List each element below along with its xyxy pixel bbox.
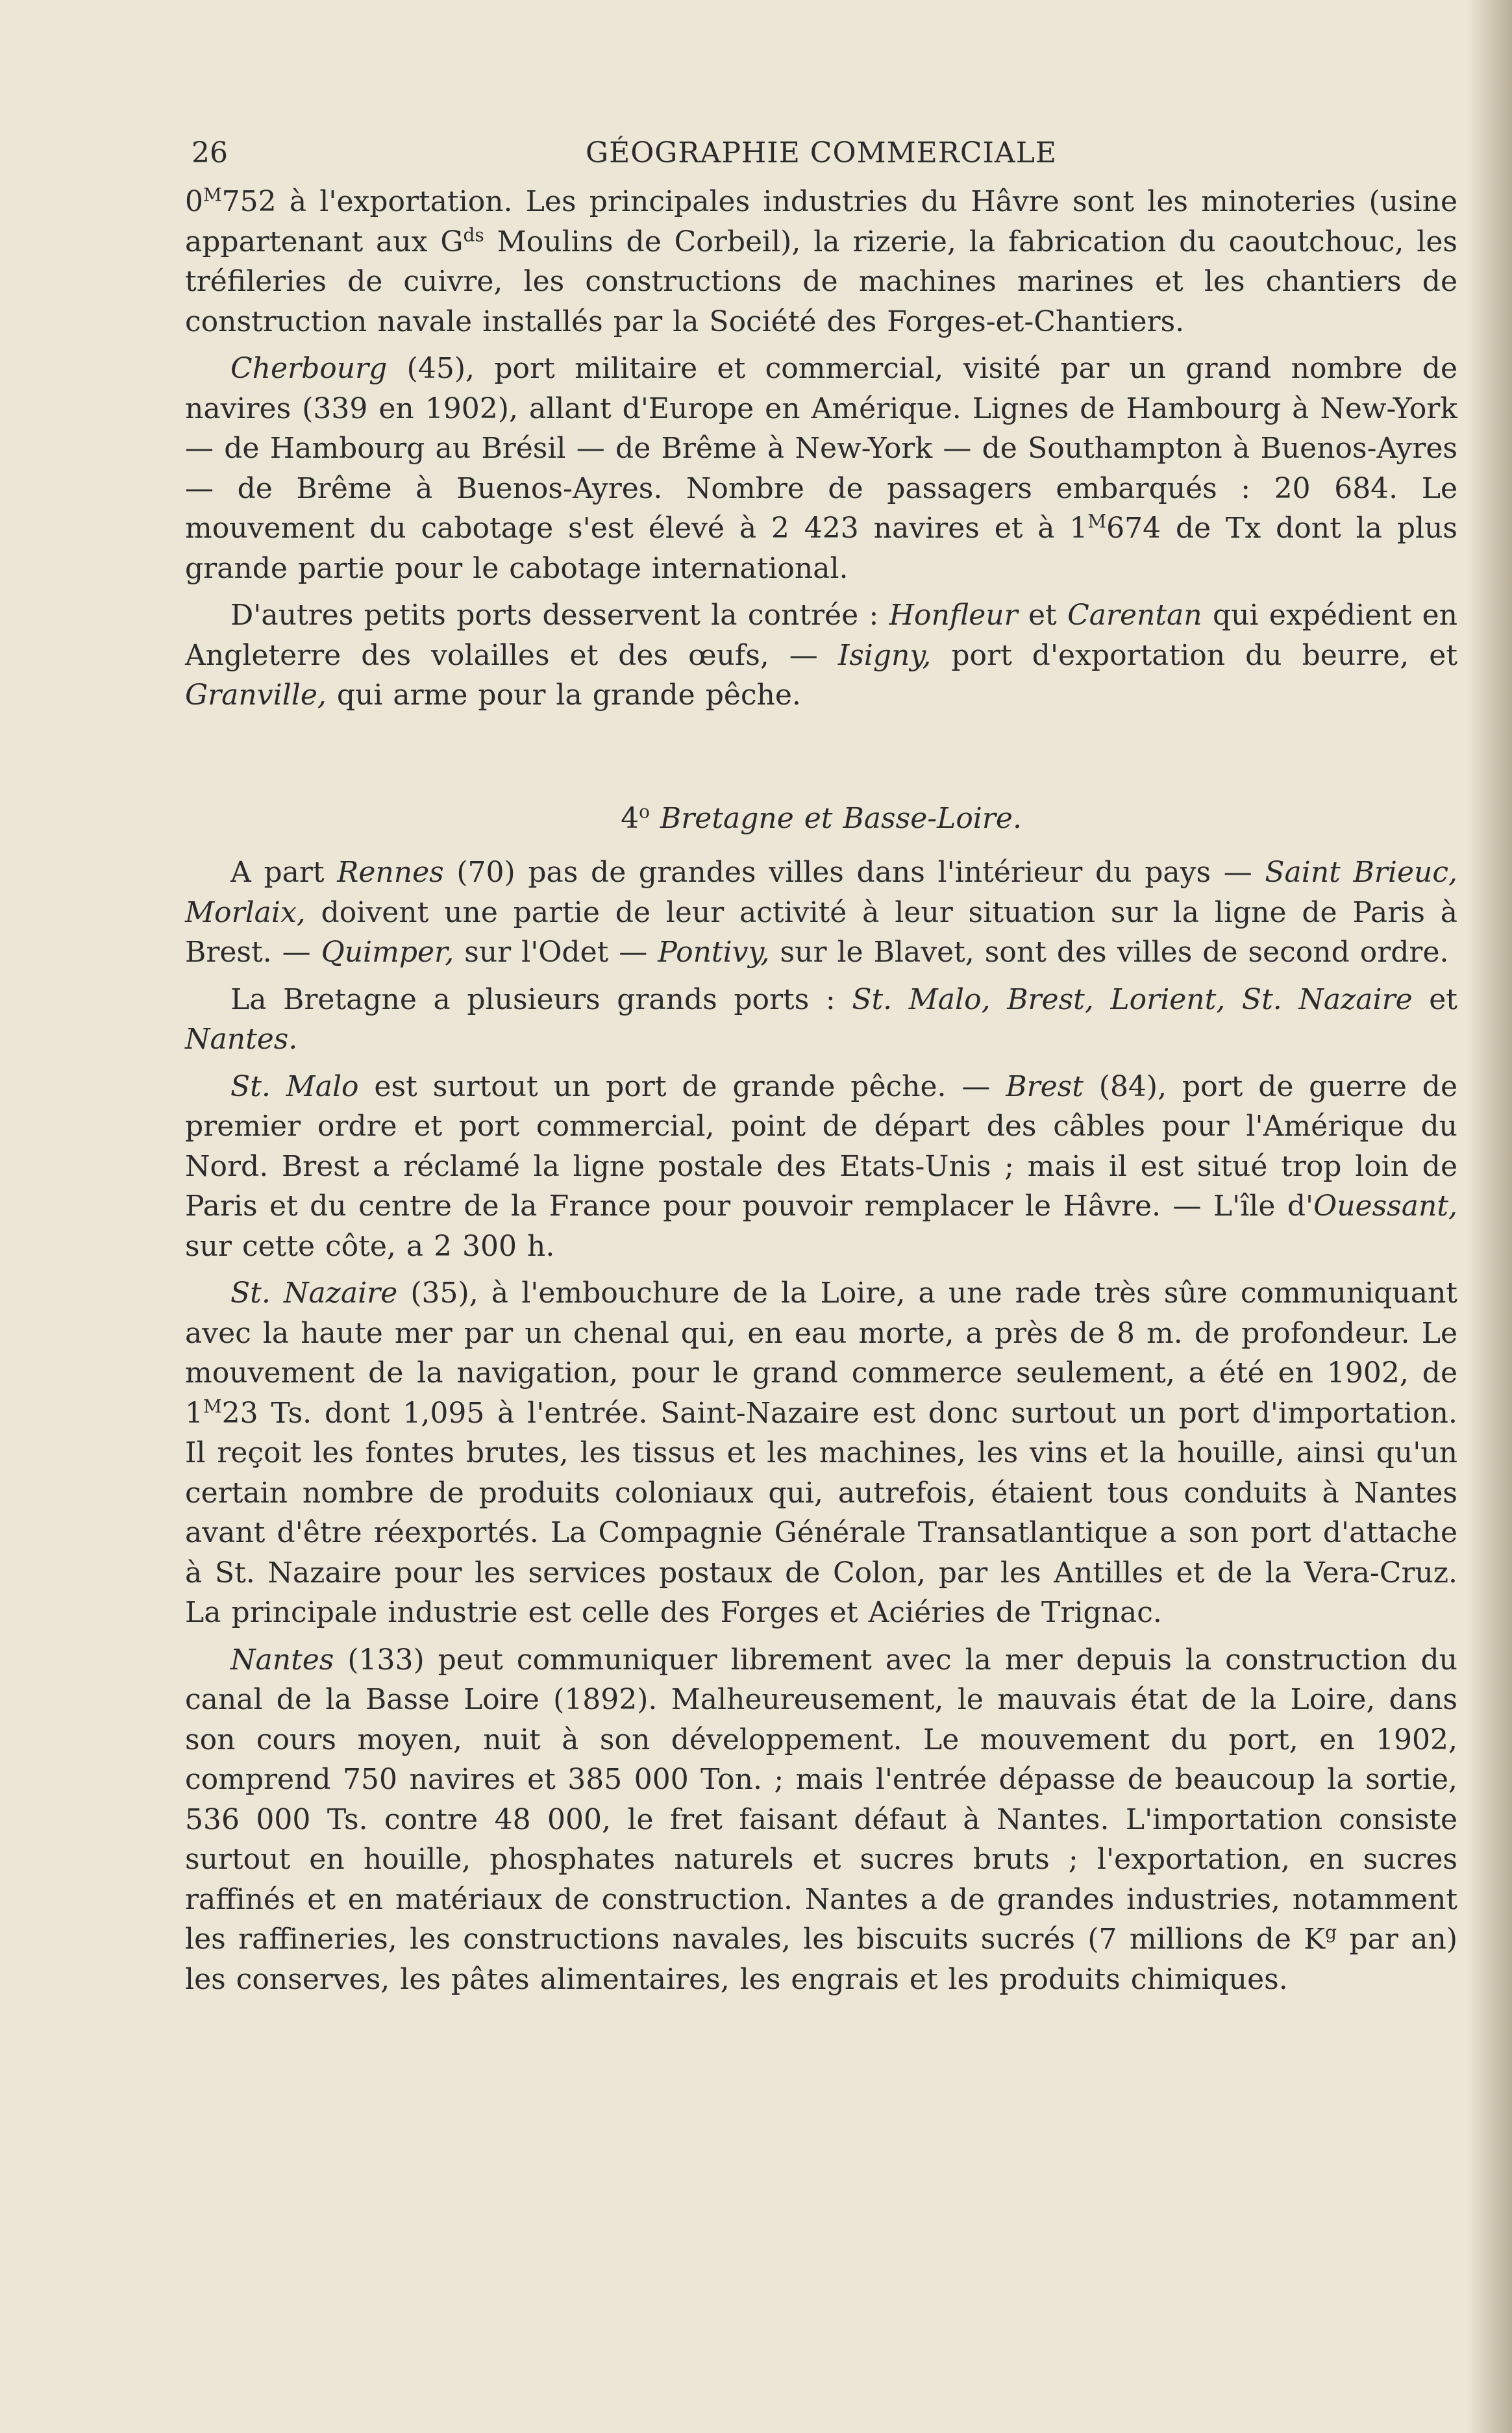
paragraph-stmalo-brest: St. Malo est surtout un port de grande pêche. — Brest (84), port de guerre de premier ordre et port commercial, point de départ des câbles pour l'Amérique du Nord. Brest a réclamé la ligne postale des Etats-Unis ; mais il est situé trop loin de Paris et du centre de la France pour pouvoir remplacer le Hâvre. — L'île d'Ouessant, sur cette côte, a 2 300 h.: [185, 1069, 1457, 1263]
paragraph-havre-industries: $0^M752$ à l'exportation. Les principales industries du Hâvre sont les minoteries (usine appartenant aux $G^{ds}$ Moulins de Corbeil), la rizerie, la fabrication du caoutchouc, les tréfileries de cuivre, les constructions de machines marines et les chantiers de construction navale installés par la Société des Forges-et-Chantiers.: [185, 184, 1457, 338]
paragraph-bretagne-cities: A part Rennes (70) pas de grandes villes dans l'intérieur du pays — Saint Brieuc, Morlaix, doivent une partie de leur activité à leur situation sur la ligne de Paris à Brest. — Quimper, sur l'Odet — Pontivy, sur le Blavet, sont des villes de second ordre.: [185, 856, 1457, 969]
page-header: [185, 123, 1457, 182]
page-number: 26: [192, 136, 228, 169]
paragraph-bretagne-ports: La Bretagne a plusieurs grands ports : St. Malo, Brest, Lorient, St. Nazaire et Nantes.: [185, 982, 1457, 1056]
paragraph-nantes: Nantes (133) peut communiquer librement avec la mer depuis la construction du canal de la Basse Loire (1892). Malheureusement, le mauvais état de la Loire, dans son cours moyen, nuit à son développement. Le mouvement du port, en 1902, comprend 750 navires et 385 000 Ton. ; mais l'entrée dépasse de beaucoup la sortie, 536 000 Ts. contre 48 000, le fret faisant défaut à Nantes. L'importation consiste surtout en houille, phosphates naturels et sucres bruts ; l'exportation, en sucres raffinés et en matériaux de construction. Nantes a de grandes industries, notamment les raffineries, les constructions navales, les biscuits sucrés (7 millions de $K^g$ par an) les conserves, les pâtes alimentaires, les engrais et les produits chimiques.: [185, 1643, 1458, 1996]
section-heading: 4$^o$ Bretagne et Basse-Loire.: [621, 800, 1022, 835]
paragraph-cherbourg: Cherbourg (45), port militaire et commercial, visité par un grand nombre de navires (339 en 1902), allant d'Europe en Amérique. Lignes de Hambourg à New-York — de Hambourg au Brésil — de Brême à New-York — de Southampton à Buenos-Ayres — de Brême à Buenos-Ayres. Nombre de passagers embarqués : 20 684. Le mouvement du cabotage s'est élevé à 2 423 navires et à $1^M674$ de Tx dont la plus grande partie pour le cabotage international.: [185, 352, 1457, 585]
page-edge-shadow: [1467, 0, 1512, 2433]
body-text: [185, 182, 1457, 1999]
running-title: GÉOGRAPHIE COMMERCIALE: [585, 136, 1058, 169]
paragraph-small-ports: D'autres petits ports desservent la contrée : Honfleur et Carentan qui expédient en Angleterre des volailles et des œufs, — Isigny, port d'exportation du beurre, et Granville, qui arme pour la grande pêche.: [185, 599, 1457, 712]
book-page: [185, 123, 1457, 2370]
paragraph-st-nazaire: St. Nazaire (35), à l'embouchure de la Loire, a une rade très sûre communiquant avec la haute mer par un chenal qui, en eau morte, a près de 8 m. de profondeur. Le mouvement de la navigation, pour le grand commerce seulement, a été en 1902, de $1^M23$ Ts. dont 1,095 à l'entrée. Saint-Nazaire est donc surtout un port d'importation. Il reçoit les fontes brutes, les tissus et les machines, les vins et la houille, ainsi qu'un certain nombre de produits coloniaux qui, autrefois, étaient tous conduits à Nantes avant d'être réexportés. La Compagnie Générale Transatlantique a son port d'attache à St. Nazaire pour les services postaux de Colon, par les Antilles et de la Vera-Cruz. La principale industrie est celle des Forges et Aciéries de Trignac.: [185, 1277, 1457, 1629]
